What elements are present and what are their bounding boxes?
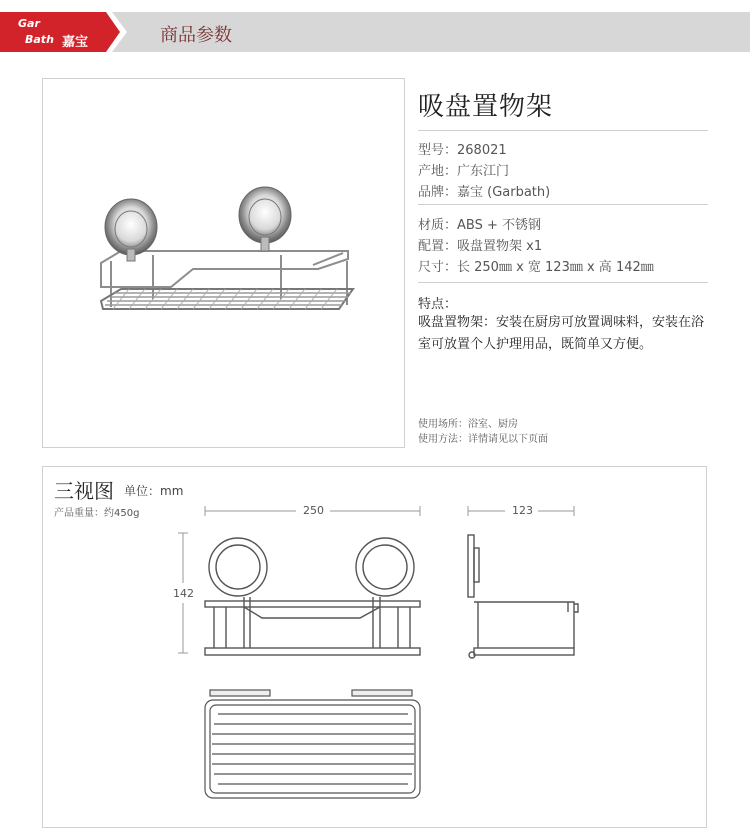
- usage-place: 使用场所：浴室、厨房: [418, 419, 518, 430]
- side-view-icon: [468, 535, 578, 658]
- dimension-depth: 123: [509, 504, 536, 517]
- product-name: 吸盘置物架: [418, 92, 554, 122]
- top-view-icon: [205, 690, 420, 798]
- spec-config: 配置：吸盘置物架 x1: [418, 239, 543, 254]
- spec-brand: 品牌：嘉宝 (Garbath): [418, 185, 551, 200]
- spec-model: 型号：268021: [418, 143, 507, 158]
- section-title: 商品参数: [160, 25, 232, 46]
- logo-text-gar: Gar: [18, 17, 40, 30]
- three-view-title: 三视图: [54, 479, 114, 503]
- three-view-unit: 单位：mm: [124, 484, 184, 498]
- product-weight: 产品重量：约450g: [54, 508, 140, 519]
- logo-text-bath: Bath: [25, 33, 54, 46]
- logo-text-cn: 嘉宝: [62, 35, 89, 50]
- spec-material: 材质：ABS + 不锈钢: [418, 218, 541, 233]
- spec-size: 尺寸：长 250㎜ x 宽 123㎜ x 高 142㎜: [418, 260, 654, 275]
- dimension-height: 142: [170, 587, 197, 600]
- spec-origin: 产地：广东江门: [418, 164, 510, 179]
- feature-title: 特点：: [418, 297, 458, 312]
- feature-text: 吸盘置物架：安装在厨房可放置调味料，安装在浴室可放置个人护理用品，既简单又方便。: [418, 315, 705, 352]
- dimension-length: 250: [300, 504, 327, 517]
- usage-method: 使用方法：详情请见以下页面: [418, 434, 548, 445]
- front-view-icon: [205, 538, 420, 655]
